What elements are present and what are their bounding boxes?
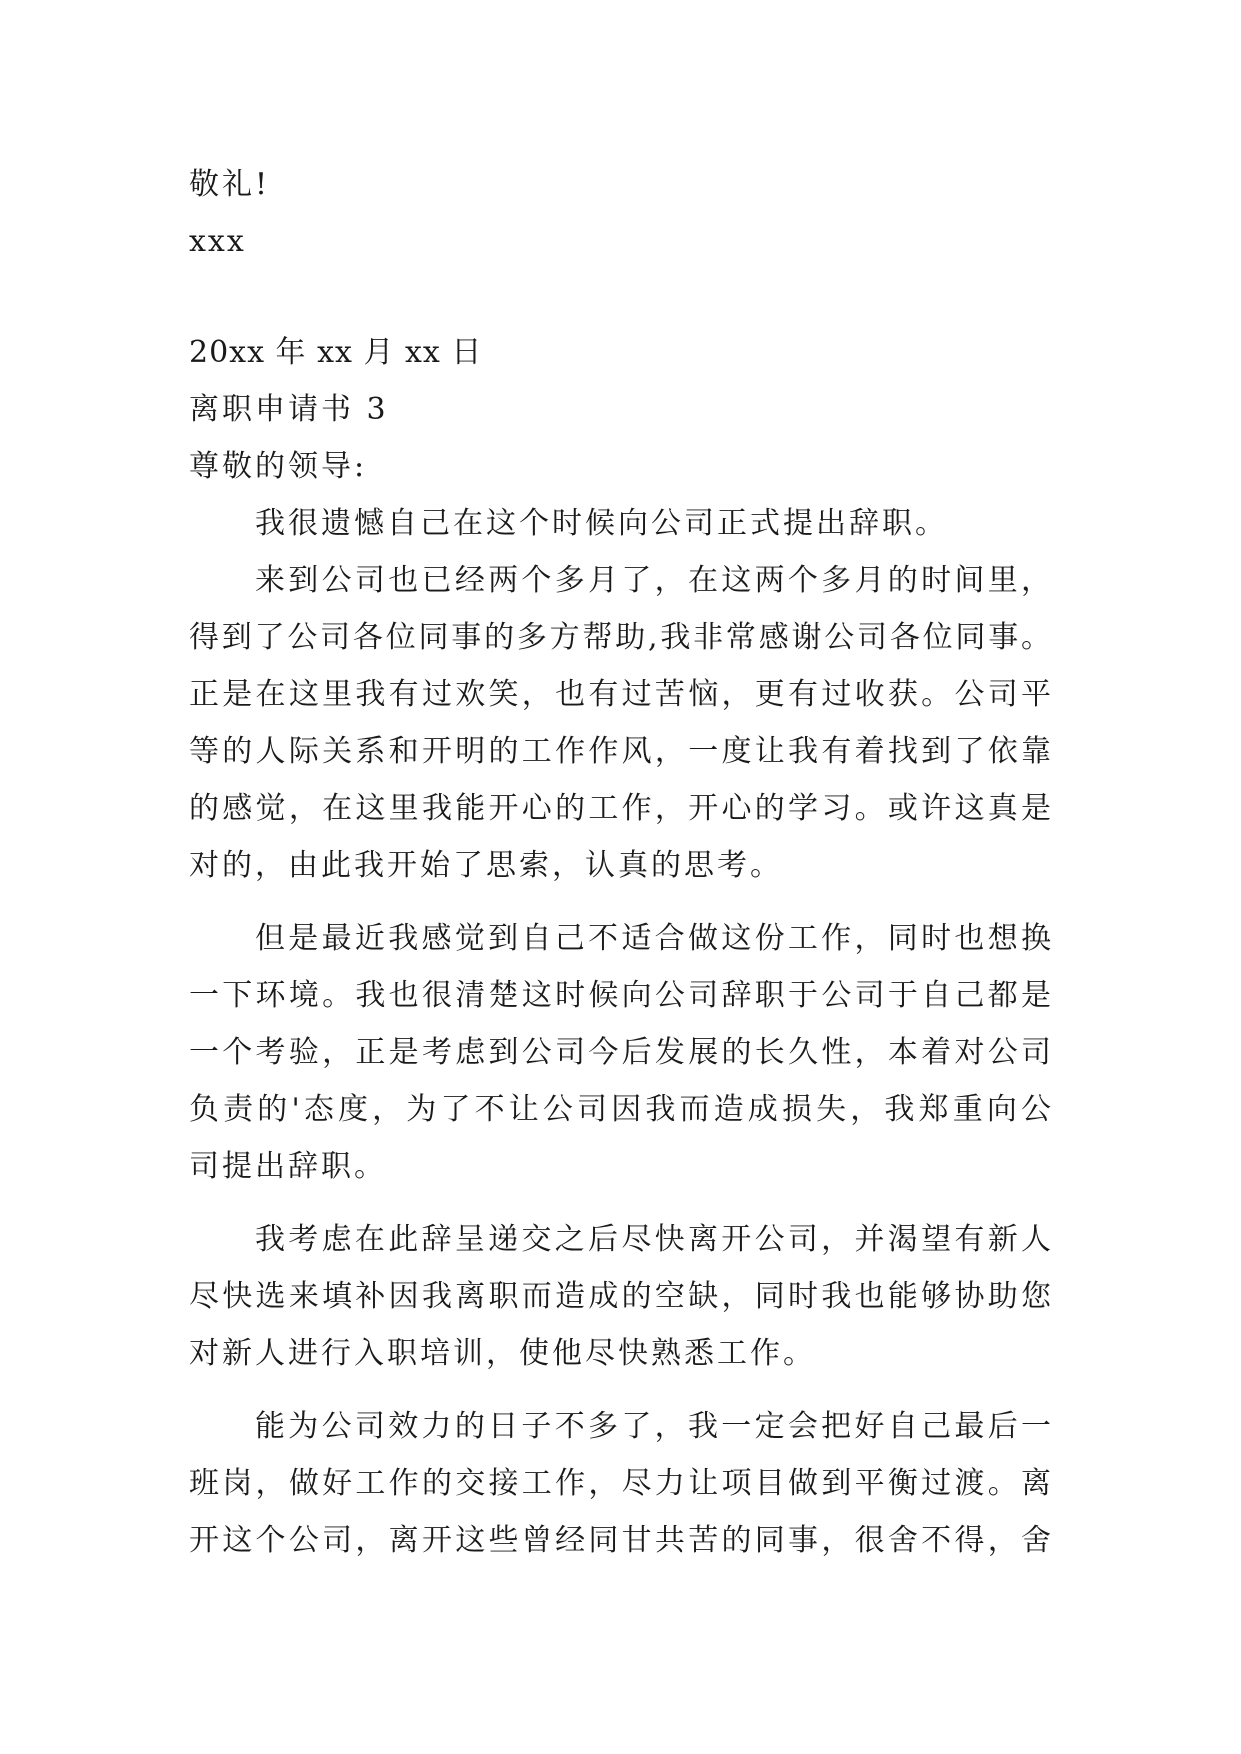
body-line: 尽快选来填补因我离职而造成的空缺，同时我也能够协助您 — [189, 1279, 1051, 1314]
body-line: 正是在这里我有过欢笑，也有过苦恼，更有过收获。公司平 — [189, 677, 1051, 712]
date-text: 20xx 年 xx 月 xx 日 — [189, 335, 483, 370]
body-line: 对的，由此我开始了思索，认真的思考。 — [189, 848, 783, 883]
body-line: 等的人际关系和开明的工作作风，一度让我有着找到了依靠 — [189, 734, 1051, 769]
salutation-text: 尊敬的领导: — [189, 449, 368, 484]
body-line: 来到公司也已经两个多月了，在这两个多月的时间里， — [255, 563, 1051, 598]
document-title: 离职申请书 3 — [189, 392, 389, 427]
body-line: 我考虑在此辞呈递交之后尽快离开公司，并渴望有新人 — [255, 1222, 1051, 1257]
body-line: 能为公司效力的日子不多了，我一定会把好自己最后一 — [255, 1409, 1051, 1444]
body-line: 一个考验，正是考虑到公司今后发展的长久性，本着对公司 — [189, 1035, 1051, 1070]
body-line: 得到了公司各位同事的多方帮助,我非常感谢公司各位同事。 — [189, 620, 1051, 655]
body-line: 司提出辞职。 — [189, 1149, 387, 1184]
body-line: 的感觉，在这里我能开心的工作，开心的学习。或许这真是 — [189, 791, 1051, 826]
body-line: 但是最近我感觉到自己不适合做这份工作，同时也想换 — [255, 921, 1051, 956]
closing-text: 敬礼! — [189, 167, 271, 202]
body-line: 负责的'态度，为了不让公司因我而造成损失，我郑重向公 — [189, 1092, 1051, 1127]
body-line: 班岗，做好工作的交接工作，尽力让项目做到平衡过渡。离 — [189, 1466, 1051, 1501]
body-line: 我很遗憾自己在这个时候向公司正式提出辞职。 — [255, 506, 948, 541]
signature-text: xxx — [189, 224, 246, 259]
body-line: 对新人进行入职培训，使他尽快熟悉工作。 — [189, 1336, 816, 1371]
body-line: 开这个公司，离开这些曾经同甘共苦的同事，很舍不得，舍 — [189, 1523, 1051, 1558]
body-line: 一下环境。我也很清楚这时候向公司辞职于公司于自己都是 — [189, 978, 1051, 1013]
